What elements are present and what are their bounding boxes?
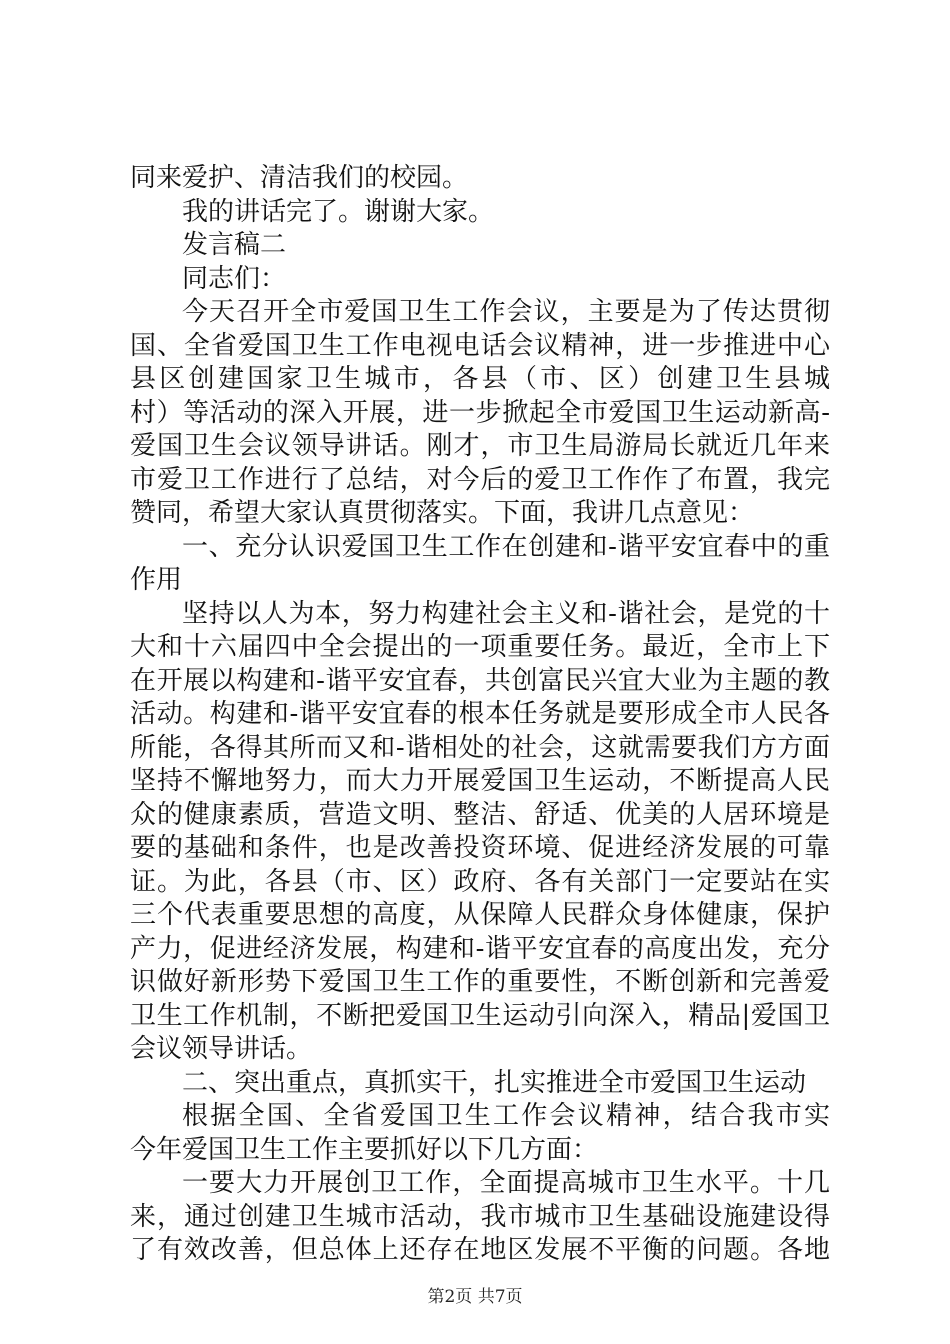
text-line: 我的讲话完了。谢谢大家。 [182,196,495,227]
text-line: 根据全国、全省爱国卫生工作会议精神，结合我市实 [182,1101,830,1131]
text-line: 要的基础和条件，也是改善投资环境、促进经济发展的可靠 [130,833,830,863]
text-line: 坚持以人为本，努力构建社会主义和-谐社会，是党的十 [182,598,830,629]
text-line: 所能，各得其所而又和-谐相处的社会，这就需要我们方方面 [130,732,830,763]
text-line: 同志们： [182,263,287,294]
text-line: 同来爱护、清洁我们的校园。 [130,163,469,193]
text-line: 国、全省爱国卫生工作电视电话会议精神，进一步推进中心 [130,330,830,361]
text-line: 一、充分认识爱国卫生工作在创建和-谐平安宜春中的重 [182,531,830,562]
text-line: 证。为此，各县（市、区）政府、各有关部门一定要站在实 [130,866,830,897]
text-line: 爱国卫生会议领导讲话。刚才，市卫生局游局长就近几年来 [130,431,830,461]
text-line: 产力，促进经济发展，构建和-谐平安宜春的高度出发，充分 [130,933,830,964]
text-line: 卫生工作机制，不断把爱国卫生运动引向深入，精品|爱国卫 [130,1000,830,1031]
text-line: 众的健康素质，营造文明、整洁、舒适、优美的人居环境是 [130,799,830,830]
text-line: 活动。构建和-谐平安宜春的根本任务就是要形成全市人民各 [130,699,830,729]
text-line: 村）等活动的深入开展，进一步掀起全市爱国卫生运动新高- [130,397,830,428]
text-line: 三个代表重要思想的高度，从保障人民群众身体健康，保护 [130,900,830,930]
text-line: 会议领导讲话。 [130,1034,313,1064]
text-line: 作用 [130,565,183,595]
text-line: 坚持不懈地努力，而大力开展爱国卫生运动，不断提高人民 [130,766,830,796]
page-number-footer: 第2页 共7页 [427,1287,523,1307]
text-line: 识做好新形势下爱国卫生工作的重要性，不断创新和完善爱 [130,967,830,997]
text-line: 大和十六届四中全会提出的一项重要任务。最近，全市上下 [130,632,830,662]
text-line: 了有效改善，但总体上还存在地区发展不平衡的问题。各地 [130,1235,830,1265]
text-line: 市爱卫工作进行了总结，对今后的爱卫工作作了布置，我完 [130,464,830,495]
text-line: 县区创建国家卫生城市，各县（市、区）创建卫生县城 [130,364,830,394]
text-line: 今年爱国卫生工作主要抓好以下几方面： [130,1134,599,1165]
text-line: 发言稿二 [182,230,287,260]
text-line: 在开展以构建和-谐平安宜春，共创富民兴宜大业为主题的教 [130,665,830,696]
text-line: 来，通过创建卫生城市活动，我市城市卫生基础设施建设得 [130,1201,830,1232]
text-line: 一要大力开展创卫工作，全面提高城市卫生水平。十几 [182,1168,830,1198]
text-line: 二、突出重点，真抓实干，扎实推进全市爱国卫生运动 [182,1067,807,1098]
text-line: 今天召开全市爱国卫生工作会议，主要是为了传达贯彻 [182,297,830,327]
speech-body [130,162,830,1268]
text-line: 赞同，希望大家认真贯彻落实。下面，我讲几点意见： [130,498,755,528]
